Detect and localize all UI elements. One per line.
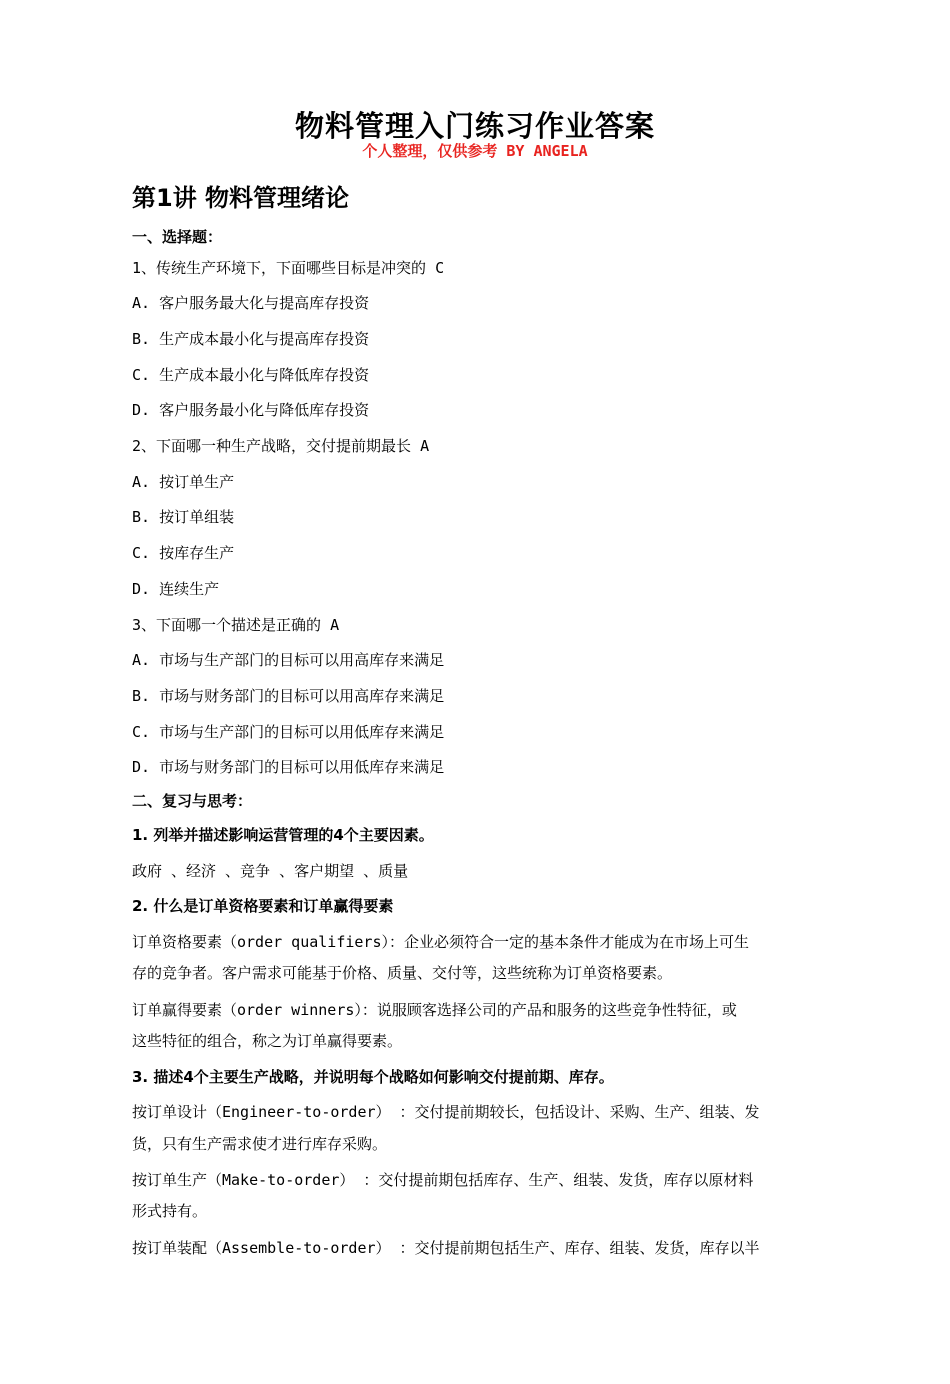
section-heading-choice: 一、选择题： xyxy=(132,228,223,246)
document-title: 物料管理入门练习作业答案 xyxy=(294,109,655,143)
review-answer-line: 按订单设计（Engineer-to-order） ：交付提前期较长，包括设计、采购、生产、组装、发 xyxy=(132,1103,760,1121)
choice-option: B. 按订单组装 xyxy=(132,508,235,526)
choice-question-3: 3、下面哪一个描述是正确的 A xyxy=(132,616,340,634)
choice-question-2: 2、下面哪一种生产战略，交付提前期最长 A xyxy=(132,437,430,455)
document-subtitle: 个人整理，仅供参考 BY ANGELA xyxy=(362,142,588,160)
review-answer-line: 订单赢得要素（order winners）：说服顾客选择公司的产品和服务的这些竞争性特征，或 xyxy=(132,1001,737,1019)
choice-option: D. 市场与财务部门的目标可以用低库存来满足 xyxy=(132,758,445,776)
choice-option: A. 市场与生产部门的目标可以用高库存来满足 xyxy=(132,651,445,669)
review-question-2: 2. 什么是订单资格要素和订单赢得要素 xyxy=(132,897,394,915)
choice-option: A. 按订单生产 xyxy=(132,473,235,491)
choice-option: C. 生产成本最小化与降低库存投资 xyxy=(132,366,370,384)
review-answer-line: 按订单生产（Make-to-order） ：交付提前期包括库存、生产、组装、发货，库存以原材料 xyxy=(132,1171,754,1189)
review-question-3: 3. 描述4个主要生产战略，并说明每个战略如何影响交付提前期、库存。 xyxy=(132,1068,614,1086)
choice-option: D. 客户服务最小化与降低库存投资 xyxy=(132,401,370,419)
review-answer-line: 这些特征的组合，称之为订单赢得要素。 xyxy=(132,1032,403,1050)
choice-option: C. 市场与生产部门的目标可以用低库存来满足 xyxy=(132,723,445,741)
review-answer-line: 存的竞争者。客户需求可能基于价格、质量、交付等，这些统称为订单资格要素。 xyxy=(132,964,673,982)
review-answer-line: 货，只有生产需求使才进行库存采购。 xyxy=(132,1135,388,1153)
choice-option: B. 市场与财务部门的目标可以用高库存来满足 xyxy=(132,687,445,705)
review-answer-line: 订单资格要素（order qualifiers）：企业必须符合一定的基本条件才能成为在市场上可生 xyxy=(132,933,749,951)
choice-option: C. 按库存生产 xyxy=(132,544,235,562)
choice-option: B. 生产成本最小化与提高库存投资 xyxy=(132,330,370,348)
review-question-1: 1. 列举并描述影响运营管理的4个主要因素。 xyxy=(132,826,434,844)
choice-option: A. 客户服务最大化与提高库存投资 xyxy=(132,294,370,312)
review-answer-line: 按订单装配（Assemble-to-order） ：交付提前期包括生产、库存、组装、发货，库存以半 xyxy=(132,1239,760,1257)
review-answer-line: 政府 、经济 、竞争 、客户期望 、质量 xyxy=(132,862,409,880)
choice-option: D. 连续生产 xyxy=(132,580,220,598)
review-answer-line: 形式持有。 xyxy=(132,1202,208,1220)
choice-question-1: 1、传统生产环境下，下面哪些目标是冲突的 C xyxy=(132,259,445,277)
chapter-heading: 第1讲 物料管理绪论 xyxy=(132,184,350,212)
section-heading-review: 二、复习与思考： xyxy=(132,792,253,810)
